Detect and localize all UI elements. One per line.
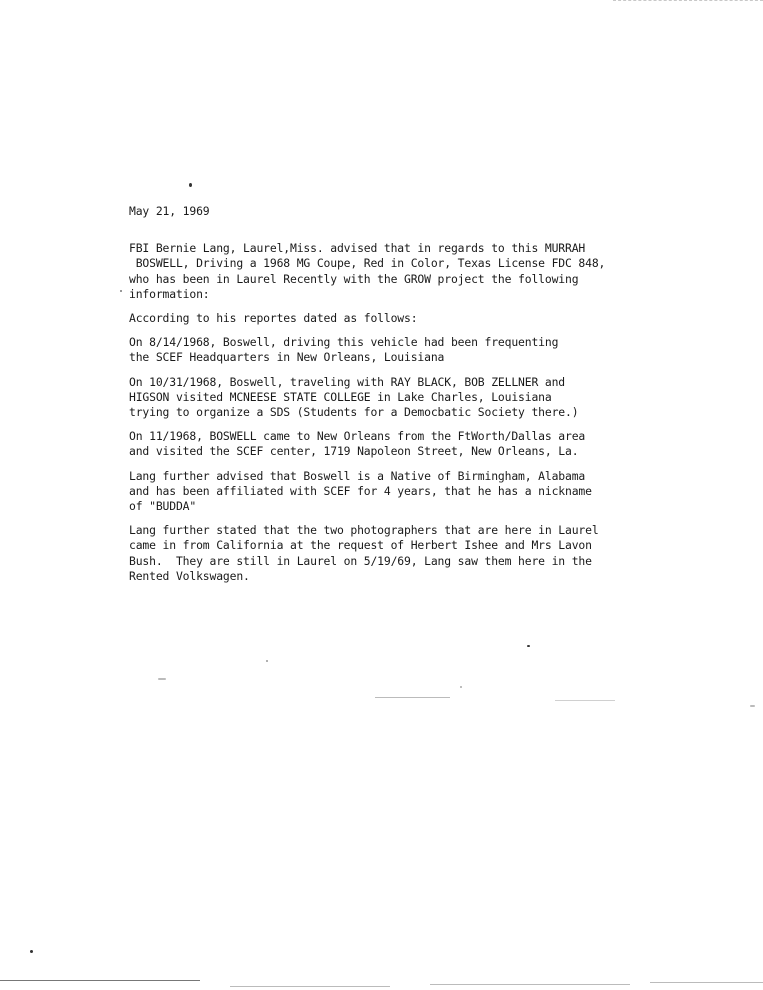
text-line: the SCEF Headquarters in New Orleans, Louisiana (129, 350, 445, 365)
text-line: HIGSON visited MCNEESE STATE COLLEGE in Lake Charles, Louisiana (129, 389, 552, 404)
paragraph (129, 335, 659, 365)
text-line: FBI Bernie Lang, Laurel,Miss. advised that in regards to this MURRAH (129, 241, 586, 256)
scan-line (555, 700, 615, 701)
text-line: On 10/31/1968, Boswell, traveling with RAY BLACK, BOB ZELLNER and (129, 374, 566, 389)
scan-speck (120, 290, 122, 292)
scan-line (375, 697, 450, 698)
scan-bottom-edge (230, 986, 390, 987)
text-line: On 11/1968, BOSWELL came to New Orleans from the FtWorth/Dallas area (129, 429, 586, 444)
scan-dashed-edge (613, 0, 763, 2)
scan-speck (750, 705, 755, 707)
paragraph (129, 375, 659, 421)
text-line: Lang further stated that the two photographers that are here in Laurel (129, 523, 599, 538)
memo-body (129, 204, 659, 593)
text-line: Lang further advised that Boswell is a Native of Birmingham, Alabama (129, 468, 586, 483)
scan-bottom-edge (650, 982, 763, 983)
scan-bottom-edge (430, 984, 630, 985)
text-line: trying to organize a SDS (Students for a Democbatic Society there.) (129, 405, 579, 420)
text-line: According to his reportes dated as follows: (129, 311, 418, 326)
scan-speck (460, 686, 462, 688)
scan-speck (158, 678, 166, 680)
scan-speck (266, 660, 268, 662)
scan-bottom-edge (0, 980, 200, 981)
text-line: who has been in Laurel Recently with the GROW project the following (129, 271, 579, 286)
scan-speck (527, 645, 530, 647)
text-line: and visited the SCEF center, 1719 Napoleon Street, New Orleans, La. (129, 444, 579, 459)
scan-speck (30, 950, 33, 953)
paragraph (129, 469, 659, 515)
paragraph (129, 311, 659, 326)
text-line: Rented Volkswagen. (129, 568, 250, 583)
scan-speck (189, 183, 192, 187)
paragraph (129, 523, 659, 584)
text-line: and has been affiliated with SCEF for 4 years, that he has a nickname (129, 483, 592, 498)
text-line: On 8/14/1968, Boswell, driving this vehicle had been frequenting (129, 335, 559, 350)
memo-date: May 21, 1969 (129, 204, 210, 218)
paragraph (129, 241, 659, 302)
text-line: came in from California at the request of Herbert Ishee and Mrs Lavon (129, 538, 592, 553)
text-line: Bush. They are still in Laurel on 5/19/69, Lang saw them here in the (129, 553, 592, 568)
paragraph (129, 429, 659, 459)
text-line: BOSWELL, Driving a 1968 MG Coupe, Red in Color, Texas License FDC 848, (129, 256, 606, 271)
text-line: of "BUDDA" (129, 499, 197, 514)
text-line: information: (129, 286, 210, 301)
